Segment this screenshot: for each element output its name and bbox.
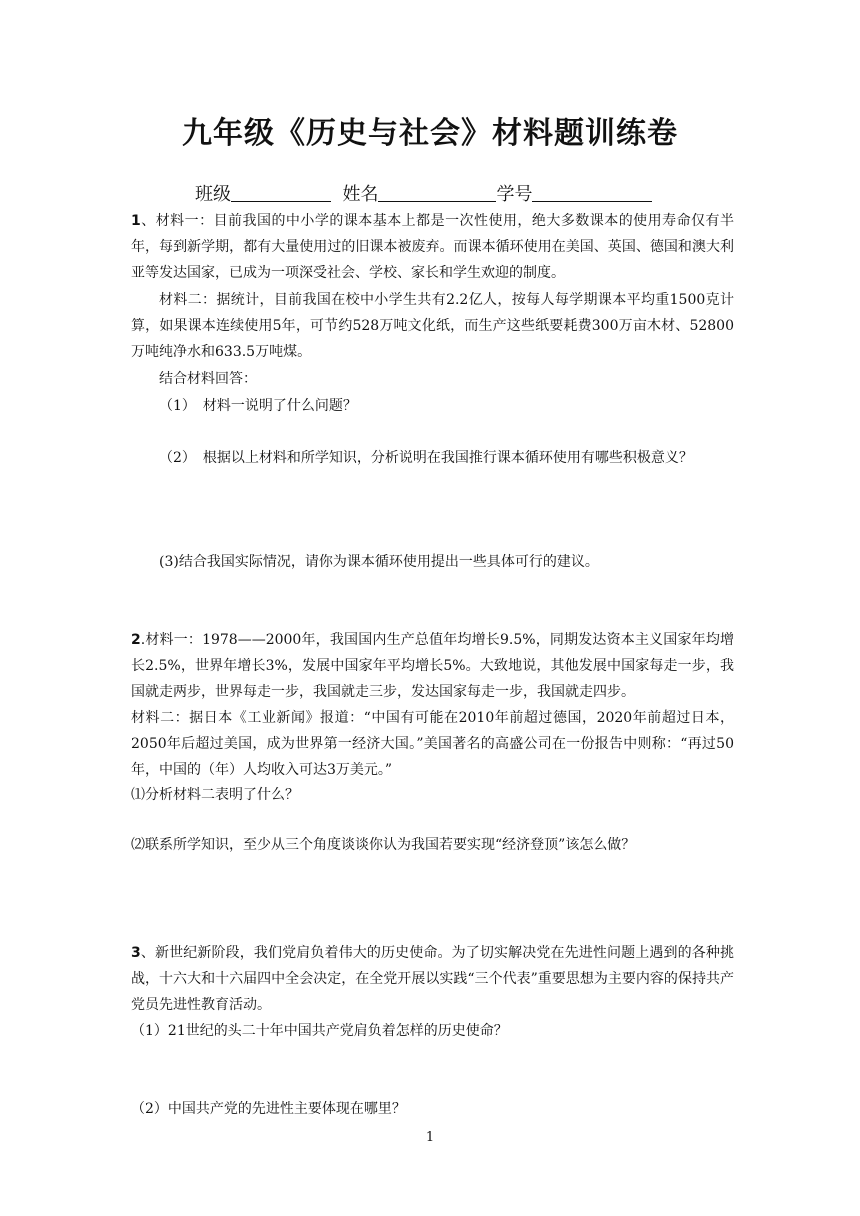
id-blank[interactable] <box>532 183 652 202</box>
q3-subquestion-2: （2）中国共产党的先进性主要体现在哪里？ <box>131 1101 406 1117</box>
page-number: 1 <box>425 1130 435 1145</box>
q1-material-one <box>131 208 734 286</box>
q1-number: 1 <box>131 213 141 229</box>
page-title: 九年级《历史与社会》材料题训练卷 <box>182 116 678 151</box>
student-info-line <box>195 180 652 206</box>
q2-material-one-text: .材料一：1978——2000年，我国国内生产总值年均增长9.5%，同期发达资本主义国家年均增长2.5%，世界年增长3%，发展中国家年平均增长5%。大致地说，其他发展中国家每走一步，我国就走两步，世界每走一步，我国就走三步，发达国家每走一步，我国就走四步。 <box>131 632 734 700</box>
q3-subquestion-1: （1）21世纪的头二十年中国共产党肩负着怎样的历史使命？ <box>131 1023 508 1039</box>
q2-subquestion-2: ⑵联系所学知识，至少从三个角度谈谈你认为我国若要实现“经济登顶”该怎么做？ <box>131 837 636 853</box>
q1-subquestion-2: （2） 根据以上材料和所学知识，分析说明在我国推行课本循环使用有哪些积极意义？ <box>159 450 693 466</box>
q2-material-two: 材料二：据日本《工业新闻》报道：“中国有可能在2010年前超过德国，2020年前超过日本，2050年后超过美国，成为世界第一经济大国。”美国著名的高盛公司在一份报告中则称：“再过50年，中国的（年）人均收入可达3万美元。” <box>131 710 734 778</box>
q1-subquestion-3: (3)结合我国实际情况，请你为课本循环使用提出一些具体可行的建议。 <box>159 554 599 570</box>
q1-prompt: 结合材料回答： <box>159 371 257 387</box>
q3-material <box>131 940 734 1018</box>
q2-material-one <box>131 627 734 705</box>
q3-number: 3 <box>131 945 141 961</box>
q1-material-one-text: 、材料一：目前我国的中小学的课本基本上都是一次性使用，绝大多数课本的使用寿命仅有半年，每到新学期，都有大量使用过的旧课本被废弃。而课本循环使用在美国、英国、德国和澳大利亚等发达国家，已成为一项深受社会、学校、家长和学生欢迎的制度。 <box>131 213 734 281</box>
q2-number: 2 <box>131 632 141 648</box>
q1-material-two: 材料二：据统计，目前我国在校中小学生共有2.2亿人，按每人每学期课本平均重1500克计算，如果课本连续使用5年，可节约528万吨文化纸，而生产这些纸要耗费300万亩木材、52800万吨纯净水和633.5万吨煤。 <box>131 292 734 360</box>
q1-subquestion-1: （1） 材料一说明了什么问题？ <box>159 398 357 414</box>
q2-subquestion-1: ⑴分析材料二表明了什么？ <box>131 787 299 803</box>
id-label: 学号 <box>496 184 533 205</box>
class-blank[interactable] <box>231 183 331 202</box>
q3-material-text: 、新世纪新阶段，我们党肩负着伟大的历史使命。为了切实解决党在先进性问题上遇到的各种挑战，十六大和十六届四中全会决定，在全党开展以实践“三个代表”重要思想为主要内容的保持共产党员先进性教育活动。 <box>131 945 734 1013</box>
class-label: 班级 <box>195 184 231 205</box>
name-label: 姓名 <box>342 184 379 205</box>
name-blank[interactable] <box>378 183 496 202</box>
